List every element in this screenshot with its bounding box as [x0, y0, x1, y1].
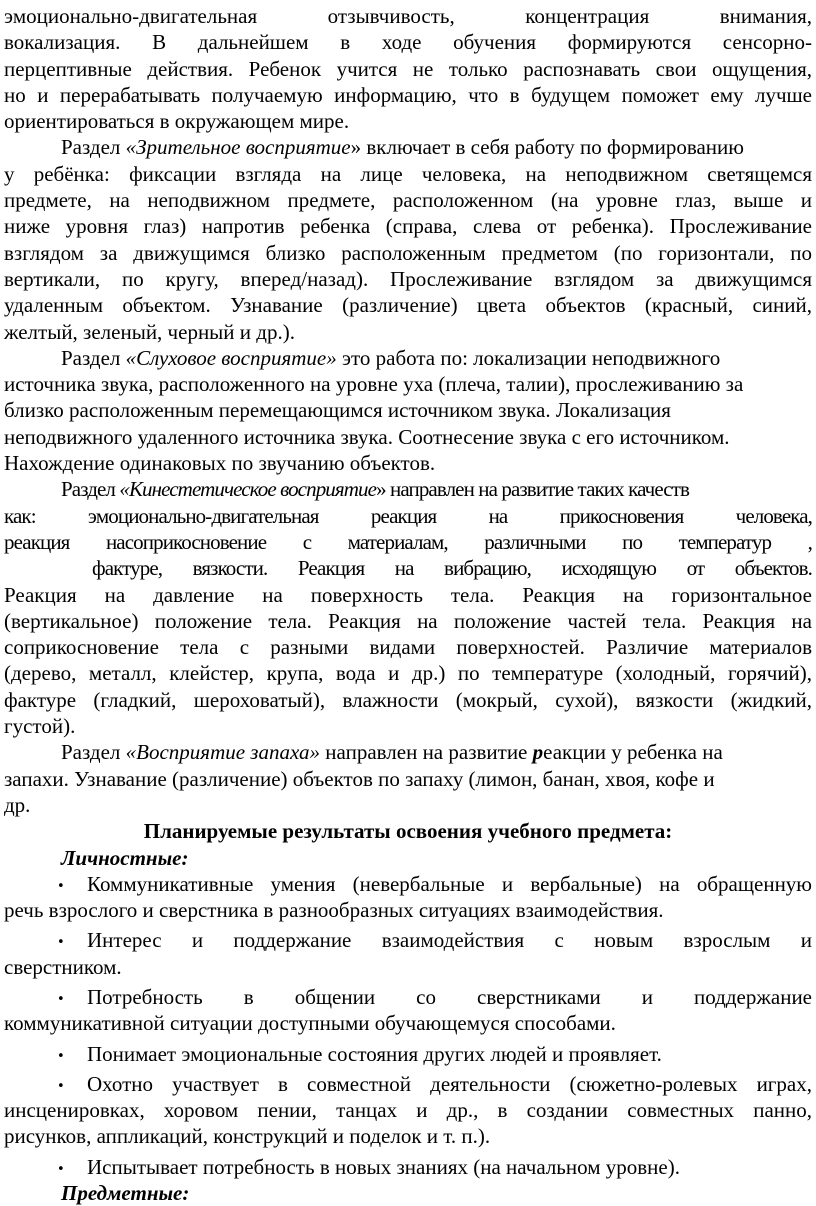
text-line [4, 397, 812, 423]
text-line [4, 503, 812, 529]
text-line [4, 56, 812, 82]
text-line [4, 845, 812, 871]
text-line [4, 1154, 812, 1180]
text-line [4, 634, 812, 660]
text-segment: коммуникативной ситуации доступными обучающемуся способами. [4, 1011, 616, 1036]
text-line [4, 82, 812, 108]
text-line [4, 1071, 812, 1097]
text-segment: у ребёнка: фиксации взгляда на лице человека, на неподвижном светящемся [4, 161, 812, 186]
text-line [4, 766, 812, 792]
text-segment: но и перерабатывать получаемую информацию, что в будущем поможет ему лучше [4, 82, 812, 107]
text-segment: желтый, зеленый, черный и др.). [4, 319, 295, 344]
text-segment: запахи. Узнавание (различение) объектов по запаху (лимон, банан, хвоя, кофе и [4, 766, 715, 791]
text-line [4, 608, 812, 634]
text-segment: Испытывает потребность в новых знаниях (на начальном уровне). [87, 1154, 680, 1179]
text-line [4, 927, 812, 953]
text-segment: рисунков, аппликаций, конструкций и поделок и т. п.). [4, 1124, 491, 1149]
text-segment: р [532, 740, 544, 765]
text-segment: инсценировках, хоровом пении, танцах и др., в создании совместных панно, [4, 1098, 812, 1123]
text-line [4, 319, 812, 345]
text-segment: источника звука, расположенного на уровне уха (плеча, талии), прослеживанию за [4, 372, 744, 397]
text-line [4, 187, 812, 213]
bullet-icon: • [57, 991, 65, 1007]
text-line [4, 818, 812, 844]
text-line [4, 240, 812, 266]
text-line [4, 345, 812, 371]
text-line [4, 1010, 812, 1036]
text-segment: речь взрослого и сверстника в разнообразных ситуациях взаимодействия. [4, 898, 664, 923]
text-segment: Раздел [61, 477, 120, 502]
bullet-icon: • [57, 878, 65, 894]
text-segment: Понимает эмоциональные состояния других людей и проявляет. [87, 1041, 662, 1066]
text-segment: близко расположенным перемещающимся источником звука. Локализация [4, 398, 671, 423]
text-segment: перцептивные действия. Ребенок учится не только распознавать свои ощущения, [4, 56, 812, 81]
text-segment: взглядом за движущимся близко расположенным предметом (по горизонтали, по [4, 240, 812, 265]
text-segment: это работа по: локализации неподвижного [336, 345, 721, 370]
text-line [4, 3, 812, 29]
text-segment: Нахождение одинаковых по звучанию объектов. [4, 451, 436, 476]
text-line [4, 476, 812, 502]
text-line [4, 792, 812, 818]
text-segment: «Зрительное восприятие [125, 135, 351, 160]
subsection-heading: Предметные: [61, 1181, 190, 1206]
text-segment: эмоционально-двигательная отзывчивость, концентрация внимания, [4, 4, 812, 28]
text-line [4, 266, 812, 292]
text-segment: соприкосновение тела с разными видами поверхностей. Различие материалов [4, 635, 812, 660]
text-line [4, 954, 812, 980]
text-segment: др. [4, 792, 31, 817]
text-segment: фактуре (гладкий, шероховатый), влажности (мокрый, сухой), вязкости (жидкий, [4, 687, 812, 712]
text-line [4, 161, 812, 187]
bullet-icon: • [57, 935, 65, 951]
text-line [4, 529, 812, 555]
text-segment: удаленным объектом. Узнавание (различение) цвета объектов (красный, синий, [4, 293, 812, 318]
text-line [4, 984, 812, 1010]
text-segment: как: эмоционально-двигательная реакция на прикосновения человека, [4, 503, 812, 528]
text-line [4, 660, 812, 686]
text-segment: вокализация. В дальнейшем в ходе обучения формируются сенсорно- [4, 30, 812, 55]
text-line [4, 739, 812, 765]
text-segment: » включает в себя работу по формированию [350, 135, 744, 160]
text-line [4, 371, 812, 397]
text-line [4, 582, 812, 608]
text-segment: (дерево, металл, клейстер, крупа, вода и др.) по температуре (холодный, горячий), [4, 661, 812, 686]
bullet-icon: • [57, 1048, 65, 1064]
text-line [4, 450, 812, 476]
section-heading: Планируемые результаты освоения учебного предмета: [143, 819, 673, 844]
text-segment: Раздел [61, 740, 126, 765]
text-segment: реакция насоприкосновение с материалам, различными по температур , [4, 529, 812, 554]
text-segment: «Восприятие запаха» [125, 740, 321, 765]
text-segment: » направлен на развитие таких качеств [376, 477, 689, 502]
text-line [4, 871, 812, 897]
text-line [4, 134, 812, 160]
text-segment: ориентироваться в окружающем мире. [4, 109, 350, 134]
text-segment: фактуре, вязкости. Реакция на вибрацию, исходящую от объектов. [92, 556, 812, 581]
text-line [4, 1097, 812, 1123]
text-line [4, 1041, 812, 1067]
text-segment: предмете, на неподвижном предмете, расположенном (на уровне глаз, выше и [4, 188, 812, 213]
text-segment: направлен на развитие [320, 740, 533, 765]
text-line [4, 897, 812, 923]
text-segment: Раздел [61, 135, 126, 160]
text-line [4, 29, 812, 55]
text-segment: еакции у ребенка на [543, 740, 723, 765]
subsection-heading: Личностные: [61, 845, 189, 870]
text-line [4, 424, 812, 450]
text-segment: Раздел [61, 345, 126, 370]
text-line [4, 108, 812, 134]
text-line [4, 687, 812, 713]
text-segment: Потребность в общении со сверстниками и поддержание [87, 984, 812, 1009]
text-segment: Коммуникативные умения (невербальные и вербальные) на обращенную [87, 871, 812, 896]
text-segment: Интерес и поддержание взаимодействия с новым взрослым и [87, 928, 812, 953]
text-segment: неподвижного удаленного источника звука. Соотнесение звука с его источником. [4, 424, 730, 449]
text-segment: сверстником. [4, 954, 122, 979]
text-line [4, 713, 812, 739]
document-page [4, 3, 812, 1206]
text-line [4, 213, 812, 239]
text-line [4, 292, 812, 318]
bullet-icon: • [57, 1161, 65, 1177]
text-segment: «Кинестетическое восприятие [119, 477, 377, 502]
text-segment: вертикали, по кругу, вперед/назад). Прослеживание взглядом за движущимся [4, 266, 812, 291]
text-segment: густой). [4, 714, 76, 739]
text-segment: «Слуховое восприятие» [125, 345, 337, 370]
bullet-icon: • [57, 1078, 65, 1094]
text-line [4, 1180, 812, 1206]
text-line [4, 1123, 812, 1149]
text-segment: (вертикальное) положение тела. Реакция на положение частей тела. Реакция на [4, 608, 812, 633]
text-line [4, 555, 812, 581]
text-segment: ниже уровня глаз) напротив ребенка (справа, слева от ребенка). Прослеживание [4, 214, 812, 239]
text-segment: Реакция на давление на поверхность тела. Реакция на горизонтальное [4, 582, 812, 607]
text-segment: Охотно участвует в совместной деятельности (сюжетно-ролевых играх, [87, 1071, 812, 1096]
